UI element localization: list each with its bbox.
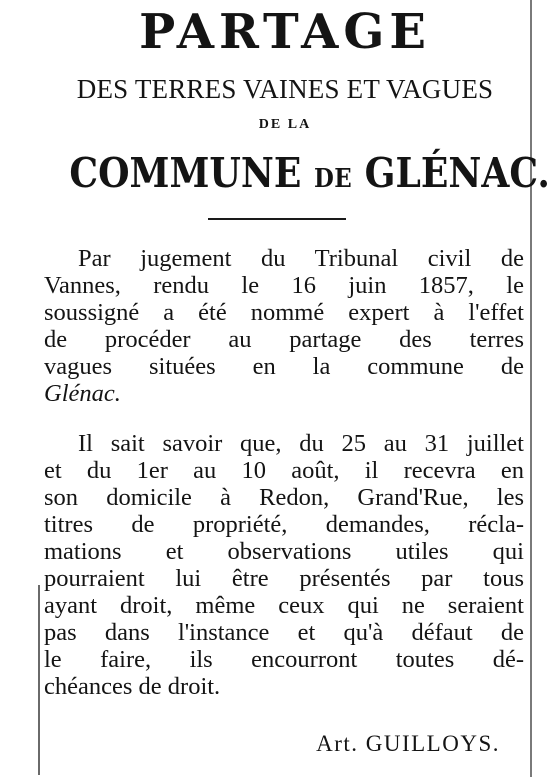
signature: Art. GUILLOYS. xyxy=(316,731,500,756)
paragraph-line: ayant droit, même ceux qui ne seraient xyxy=(44,592,524,619)
paragraph-1 xyxy=(44,245,524,407)
paragraph-line-last: Glénac. xyxy=(44,380,121,407)
column-rule-right xyxy=(530,0,532,777)
commune-name: GLÉNAC. xyxy=(364,149,550,197)
paragraph-line-last: chéances de droit. xyxy=(44,673,221,700)
headline-commune xyxy=(69,148,550,204)
paragraph-line: Par jugement du Tribunal civil de xyxy=(78,245,524,272)
paragraph-line: le faire, ils encourront toutes dé- xyxy=(44,646,524,673)
paragraph-line: vagues situées en la commune de xyxy=(44,353,524,380)
paragraph-line: mations et observations utiles qui xyxy=(44,538,524,565)
paragraph-line: Il sait savoir que, du 25 au 31 juillet xyxy=(78,430,524,457)
paragraph-line: et du 1er au 10 août, il recevra en xyxy=(44,457,524,484)
paragraph-line: pourraient lui être présentés par tous xyxy=(44,565,524,592)
headline-subtitle: DES TERRES VAINES ET VAGUES xyxy=(76,74,494,104)
paragraph-line: son domicile à Redon, Grand'Rue, les xyxy=(44,484,524,511)
headline-divider xyxy=(208,218,346,220)
headline-title: PARTAGE xyxy=(139,4,431,60)
paragraph-line: de procéder au partage des terres xyxy=(44,326,524,353)
commune-word: COMMUNE xyxy=(69,149,302,197)
commune-de: DE xyxy=(313,164,353,194)
column-rule-left xyxy=(38,585,40,775)
paragraph-line: Vannes, rendu le 16 juin 1857, le xyxy=(44,272,524,299)
paragraph-line: titres de propriété, demandes, récla- xyxy=(44,511,524,538)
paragraph-line: pas dans l'instance et qu'à défaut de xyxy=(44,619,524,646)
paragraph-line: soussigné a été nommé expert à l'effet xyxy=(44,299,524,326)
paragraph-2 xyxy=(44,430,524,700)
headline-de-la: DE LA xyxy=(258,117,312,132)
